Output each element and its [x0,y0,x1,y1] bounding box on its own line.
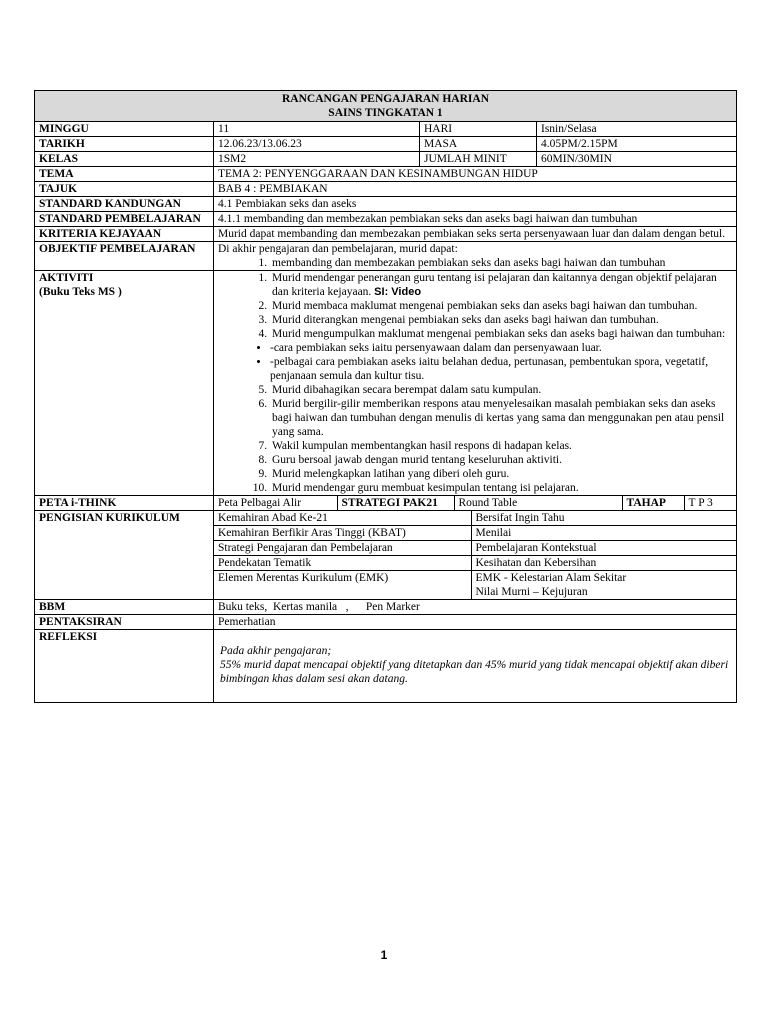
pengisian-right: Bersifat Ingin Tahu [471,511,736,526]
pengisian-row [214,556,736,571]
row-pentaksiran [35,615,737,630]
refleksi-label: REFLEKSI [35,630,214,703]
aktiviti-item-10: 10. Murid mendengar guru membuat kesimpulan tentang isi pelajaran. [270,481,732,495]
objektif-item: 1. membanding dan membezakan pembiakan seks dan aseks bagi haiwan dan tumbuhan [270,256,732,270]
aktiviti-list-5-10 [218,383,732,495]
aktiviti-item-4: 4. Murid mengumpulkan maklumat mengenai pembiakan seks dan aseks bagi haiwan dan tumbuhan: [270,327,732,341]
refleksi-line-2: 55% murid dapat mencapai objektif yang ditetapkan dan 45% murid yang tidak mencapai objektif akan diberi bimbingan khas dalam sesi akan datang. [220,659,729,685]
refleksi-content [214,630,737,703]
tahap-value: T P 3 [684,496,736,510]
aktiviti-bullet-1: • -cara pembiakan seks iaitu persenyawaan dalam dan persenyawaan luar. [270,341,732,355]
peta-content [214,496,737,511]
aktiviti-label-line-1: AKTIVITI [39,272,94,284]
tajuk-label: TAJUK [35,182,214,197]
row-tema [35,167,737,182]
strategi-label: STRATEGI PAK21 [337,496,454,510]
pengisian-right: Kesihatan dan Kebersihan [471,556,736,571]
aktiviti-bullet-list [218,341,732,383]
pengisian-left: Strategi Pengajaran dan Pembelajaran [214,541,471,556]
title-line-1: RANCANGAN PENGAJARAN HARIAN [282,93,489,105]
aktiviti-item-2: 2. Murid membaca maklumat mengenai pembiakan seks dan aseks bagi haiwan dan tumbuhan. [270,299,732,313]
row-refleksi [35,630,737,703]
bbm-label: BBM [35,600,214,615]
aktiviti-item-6: 6. Murid bergilir-gilir memberikan respons atau menyelesaikan masalah pembiakan seks dan aseks bagi haiwan dan tumbuhan dengan menulis di kertas yang sama dan menggunakan pen atau pensil yang sama. [270,397,732,439]
pengisian-inner-table [214,511,736,599]
aktiviti-label-line-2: (Buku Teks MS ) [39,286,122,298]
row-peta-ithink [35,496,737,511]
strategi-value: Round Table [454,496,622,510]
row-pengisian-kurikulum [35,511,737,600]
pengisian-left: Elemen Merentas Kurikulum (EMK) [214,571,471,600]
tahap-label: TAHAP [622,496,684,510]
aktiviti-item-8: 8. Guru bersoal jawab dengan murid tentang keseluruhan aktiviti. [270,453,732,467]
hari-value: Isnin/Selasa [537,122,737,137]
tema-label: TEMA [35,167,214,182]
pengisian-label: PENGISIAN KURIKULUM [35,511,214,600]
pengisian-row [214,541,736,556]
pengisian-nilai-murni: Nilai Murni – Kejujuran [475,586,588,598]
peta-label: PETA i-THINK [35,496,214,511]
standard-pembelajaran-label: STANDARD PEMBELAJARAN [35,212,214,227]
aktiviti-item-1-text: Murid mendengar penerangan guru tentang isi pelajaran dan kaitannya dengan objektif pelajaran dan kriteria kejayaan. [272,272,717,298]
jumlah-minit-value: 60MIN/30MIN [537,152,737,167]
aktiviti-bullet-2: • -pelbagai cara pembiakan aseks iaitu belahan dedua, pertunasan, pembentukan spora, vegetatif, penjanaan semula dan kultur tisu. [270,355,732,383]
aktiviti-item-9: 9. Murid melengkapkan latihan yang diberi oleh guru. [270,467,732,481]
lesson-plan-table [34,90,737,703]
row-bbm [35,600,737,615]
hari-label: HARI [420,122,537,137]
kelas-value: 1SM2 [214,152,420,167]
standard-kandungan-value: 4.1 Pembiakan seks dan aseks [214,197,737,212]
pengisian-row [214,511,736,526]
peta-value: Peta Pelbagai Alir [214,496,337,510]
refleksi-line-1: Pada akhir pengajaran; [220,645,332,657]
row-tajuk [35,182,737,197]
tajuk-value: BAB 4 : PEMBIAKAN [214,182,737,197]
pengisian-row [214,526,736,541]
row-kelas [35,152,737,167]
tarikh-label: TARIKH [35,137,214,152]
pengisian-right [471,571,736,600]
row-kriteria-kejayaan [35,227,737,242]
aktiviti-label [35,271,214,496]
tema-value: TEMA 2: PENYENGGARAAN DAN KESINAMBUNGAN HIDUP [214,167,737,182]
row-minggu [35,122,737,137]
objektif-label: OBJEKTIF PEMBELAJARAN [35,242,214,271]
peta-inner-table [214,496,736,510]
pengisian-row [214,571,736,600]
si-video-badge: SI: Video [374,286,422,298]
aktiviti-item-7: 7. Wakil kumpulan membentangkan hasil respons di hadapan kelas. [270,439,732,453]
aktiviti-item-5: 5. Murid dibahagikan secara berempat dalam satu kumpulan. [270,383,732,397]
row-aktiviti [35,271,737,496]
jumlah-minit-label: JUMLAH MINIT [420,152,537,167]
pentaksiran-value: Pemerhatian [214,615,737,630]
kriteria-kejayaan-value: Murid dapat membanding dan membezakan pembiakan seks serta persenyawaan luar dan dalam dengan betul. [214,227,737,242]
kelas-label: KELAS [35,152,214,167]
tarikh-value: 12.06.23/13.06.23 [214,137,420,152]
page-number: 1 [380,948,388,962]
aktiviti-content [214,271,737,496]
row-standard-pembelajaran [35,212,737,227]
pengisian-right: Menilai [471,526,736,541]
standard-kandungan-label: STANDARD KANDUNGAN [35,197,214,212]
pengisian-emk: EMK - Kelestarian Alam Sekitar [475,572,627,584]
aktiviti-item-3: 3. Murid diterangkan mengenai pembiakan seks dan aseks bagi haiwan dan tumbuhan. [270,313,732,327]
aktiviti-list-1-4 [218,271,732,341]
pengisian-content [214,511,737,600]
row-objektif [35,242,737,271]
bbm-value: Buku teks, Kertas manila , Pen Marker [214,600,737,615]
pengisian-left: Kemahiran Berfikir Aras Tinggi (KBAT) [214,526,471,541]
pengisian-left: Pendekatan Tematik [214,556,471,571]
masa-label: MASA [420,137,537,152]
title-line-2: SAINS TINGKATAN 1 [328,107,443,119]
objektif-content [214,242,737,271]
pentaksiran-label: PENTAKSIRAN [35,615,214,630]
pengisian-right: Pembelajaran Kontekstual [471,541,736,556]
row-tarikh [35,137,737,152]
pengisian-left: Kemahiran Abad Ke-21 [214,511,471,526]
document-title [35,91,737,122]
standard-pembelajaran-value: 4.1.1 membanding dan membezakan pembiakan seks dan aseks bagi haiwan dan tumbuhan [214,212,737,227]
aktiviti-item-1 [270,271,732,299]
minggu-label: MINGGU [35,122,214,137]
minggu-value: 11 [214,122,420,137]
row-standard-kandungan [35,197,737,212]
masa-value: 4.05PM/2.15PM [537,137,737,152]
title-row [35,91,737,122]
objektif-list [218,256,732,270]
kriteria-kejayaan-label: KRITERIA KEJAYAAN [35,227,214,242]
objektif-intro: Di akhir pengajaran dan pembelajaran, murid dapat: [218,243,458,255]
